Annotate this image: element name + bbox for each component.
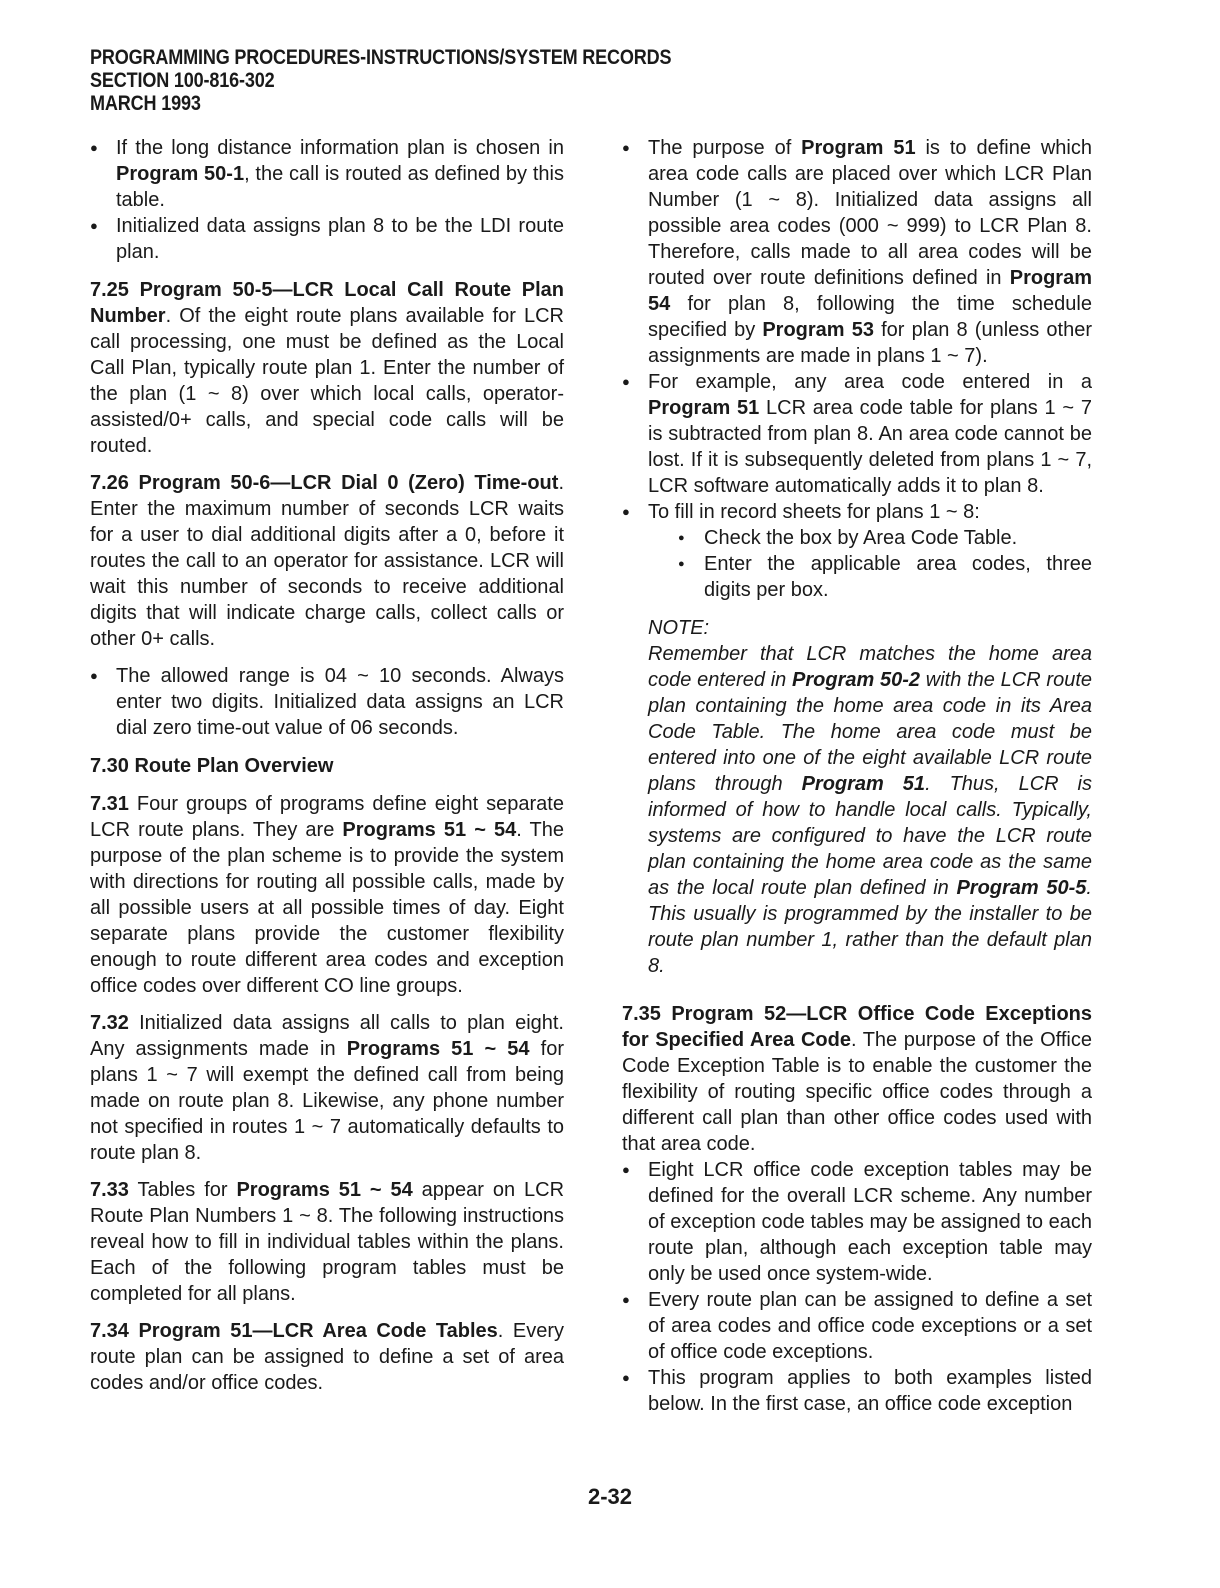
note-text: Remember that LCR matches the home area code entered in Program 50-2 with the LCR route plan containing the home area code in its Area Code Table. The home area code must be entered into one of the eight available LCR route plans through Program 51. Thus, LCR is informed of how to handle local calls. Typically, systems are configured to have the LCR route plan containing the home area code as the same as the local route plan defined in Program 50-5. This usually is programmed by the installer to be route plan number 1, rather than the default plan 8. — [648, 643, 1092, 977]
list-item: ● Eight LCR office code exception tables may be defined for the overall LCR scheme. Any number of exception code tables may be assigned to each route plan, although each exception table may only be used once system-wide. — [622, 1157, 1092, 1287]
list-item: ● To fill in record sheets for plans 1 ~ 8: ● Check the box by Area Code Table. ● Enter the applicable area codes, three digits per box. — [622, 499, 1092, 603]
left-bullet-list-2 — [90, 663, 564, 741]
heading-7-30: 7.30 Route Plan Overview — [90, 755, 334, 777]
header-title: PROGRAMMING PROCEDURES-INSTRUCTIONS/SYSTEM RECORDS — [90, 46, 672, 69]
left-column — [90, 135, 564, 1407]
list-item: ● For example, any area code entered in a Program 51 LCR area code table for plans 1 ~ 7 is subtracted from plan 8. An area code cannot be lost. If it is subsequently deleted from plans 1 ~ 7, LCR software automatically adds it to plan 8. — [622, 369, 1092, 499]
list-item: ● Initialized data assigns plan 8 to be the LDI route plan. — [90, 213, 564, 265]
list-item: ● Enter the applicable area codes, three digits per box. — [678, 551, 1092, 603]
sub-bullet-list — [648, 525, 1092, 603]
paragraph-7-26: 7.26 Program 50-6—LCR Dial 0 (Zero) Time-out. Enter the maximum number of seconds LCR waits for a user to dial additional digits after a 0, before it routes the call to an operator for assistance. LCR will wait this number of seconds to receive additional digits that will indicate charge calls, collect calls or other 0+ calls. — [90, 472, 564, 650]
paragraph-7-35: 7.35 Program 52—LCR Office Code Exceptions for Specified Area Code. The purpose of the Office Code Exception Table is to enable the customer the flexibility of routing specific office codes through a different call plan than other office codes used with that area code. — [622, 1003, 1092, 1155]
list-item: ● If the long distance information plan is chosen in Program 50-1, the call is routed as defined by this table. — [90, 135, 564, 213]
list-item: ● Check the box by Area Code Table. — [678, 525, 1092, 551]
right-bullet-list-2 — [622, 1157, 1092, 1417]
list-item: ● This program applies to both examples listed below. In the first case, an office code exception — [622, 1365, 1092, 1417]
right-bullet-list — [622, 135, 1092, 603]
left-bullet-list — [90, 135, 564, 265]
paragraph-7-34: 7.34 Program 51—LCR Area Code Tables. Every route plan can be assigned to define a set of area codes and/or office codes. — [90, 1320, 564, 1394]
paragraph-7-31: 7.31 Four groups of programs define eight separate LCR route plans. They are Programs 51 ~ 54. The purpose of the plan scheme is to provide the system with directions for routing all possible calls, made by all possible users at all possible times of day. Eight separate plans provide the customer flexibility enough to route different area codes and exception office codes over different CO line groups. — [90, 793, 564, 997]
page-header — [90, 46, 671, 115]
list-item: ● The allowed range is 04 ~ 10 seconds. Always enter two digits. Initialized data assigns an LCR dial zero time-out value of 06 seconds. — [90, 663, 564, 741]
header-date: MARCH 1993 — [90, 92, 201, 115]
list-item: ● Every route plan can be assigned to define a set of area codes and office code exceptions or a set of office code exceptions. — [622, 1287, 1092, 1365]
header-section: SECTION 100-816-302 — [90, 69, 275, 92]
paragraph-7-25: 7.25 Program 50-5—LCR Local Call Route Plan Number. Of the eight route plans available for LCR call processing, one must be defined as the Local Call Plan, typically route plan 1. Enter the number of the plan (1 ~ 8) over which local calls, operator-assisted/0+ calls, and special code calls will be routed. — [90, 279, 564, 457]
page-number: 2-32 — [587, 1484, 633, 1509]
note-label: NOTE: — [648, 617, 710, 639]
paragraph-7-32: 7.32 Initialized data assigns all calls to plan eight. Any assignments made in Programs 51 ~ 54 for plans 1 ~ 7 will exempt the defined call from being made on route plan 8. Likewise, any phone number not specified in routes 1 ~ 7 automatically defaults to route plan 8. — [90, 1012, 564, 1164]
right-column — [622, 135, 1092, 1417]
list-item: ● The purpose of Program 51 is to define which area code calls are placed over which LCR Plan Number (1 ~ 8). Initialized data assigns all possible area codes (000 ~ 999) to LCR Plan 8. Therefore, calls made to all area codes will be routed over route definitions defined in Program 54 for plan 8, following the time schedule specified by Program 53 for plan 8 (unless other assignments are made in plans 1 ~ 7). — [622, 135, 1092, 369]
paragraph-7-33: 7.33 Tables for Programs 51 ~ 54 appear on LCR Route Plan Numbers 1 ~ 8. The following instructions reveal how to fill in individual tables within the plans. Each of the following program tables must be completed for all plans. — [90, 1179, 565, 1305]
